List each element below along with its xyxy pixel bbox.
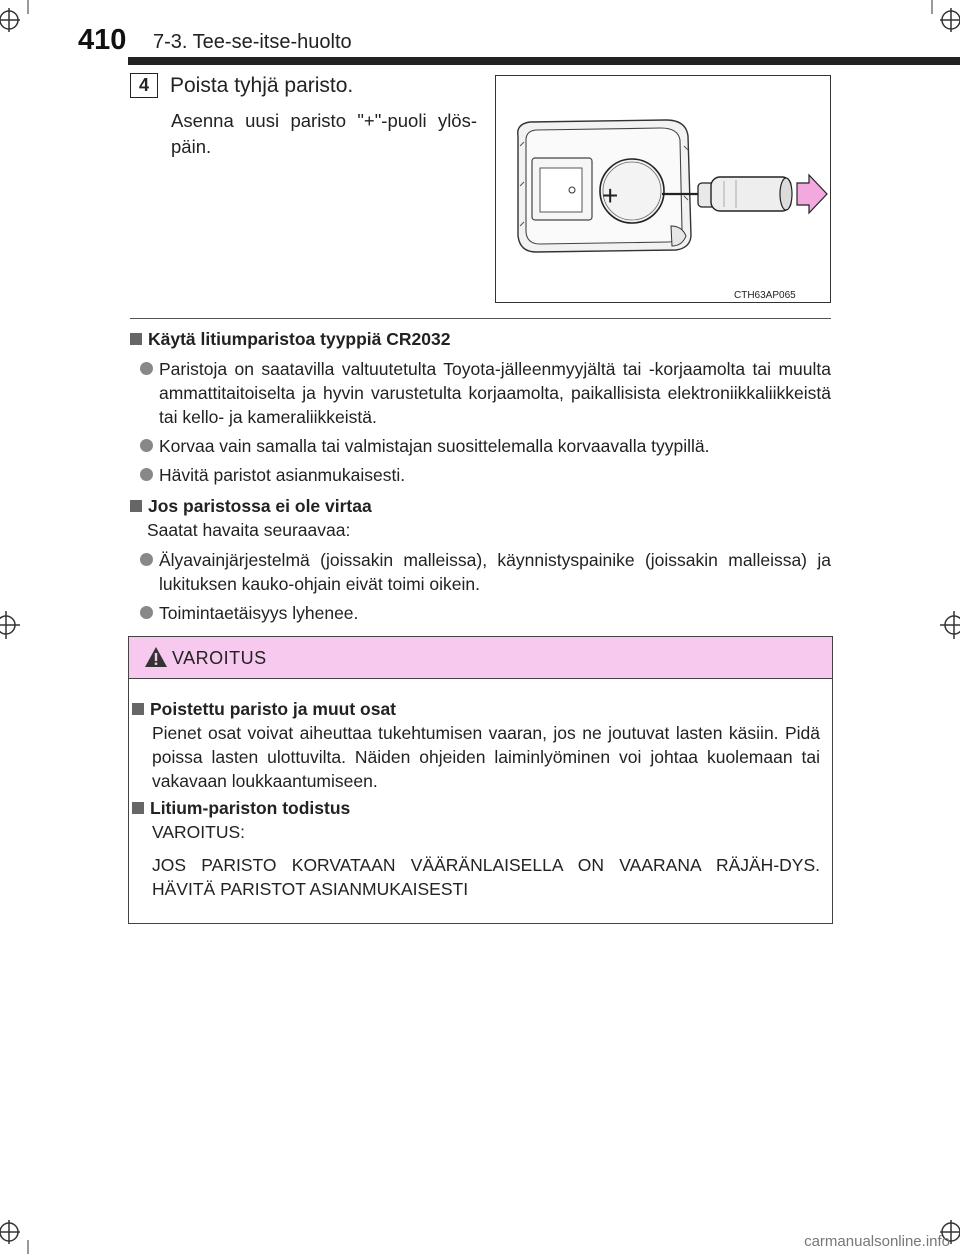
list-item bbox=[130, 548, 831, 596]
section-divider bbox=[130, 318, 831, 319]
page-number: 410 bbox=[78, 24, 127, 56]
bullet-text: Toimintaetäisyys lyhenee. bbox=[159, 603, 359, 623]
round-bullet-icon bbox=[140, 553, 153, 566]
crop-mark-right-middle bbox=[932, 608, 960, 642]
square-bullet-icon bbox=[132, 802, 144, 814]
warning-box bbox=[128, 636, 833, 924]
step-description: Asenna uusi paristo "+"-puoli ylös-päin. bbox=[171, 110, 477, 157]
warning-title: VAROITUS bbox=[172, 648, 267, 668]
crop-mark-left-middle bbox=[0, 608, 28, 642]
warning-paragraph: Pienet osat voivat aiheuttaa tukehtumisen vaaran, jos ne joutuvat lasten käsiin. Pidä poissa lasten ulottuvilta. Näiden ohjeiden laiminlyöminen voi johtaa kuolemaan tai vakavaan loukkaantumiseen. bbox=[152, 723, 820, 791]
battery-type-heading bbox=[130, 327, 450, 351]
bullet-text: Älyavainjärjestelmä (joissakin malleissa), käynnistyspainike (joissakin malleissa) ja lukituksen kauko-ohjain eivät toimi oikein. bbox=[159, 550, 831, 594]
round-bullet-icon bbox=[140, 468, 153, 481]
warning-paragraph: JOS PARISTO KORVATAAN VÄÄRÄNLAISELLA ON VAARANA RÄJÄH-DYS. HÄVITÄ PARISTOT ASIANMUKAISESTI bbox=[152, 855, 820, 899]
header-rule bbox=[128, 57, 960, 65]
warning-header bbox=[129, 637, 832, 679]
warning-paragraph: VAROITUS: bbox=[152, 822, 246, 842]
section-title: 7-3. Tee-se-itse-huolto bbox=[153, 31, 352, 53]
bullet-text: Korvaa vain samalla tai valmistajan suosittelemalla korvaavalla tyypillä. bbox=[159, 436, 710, 456]
step-number-badge: 4 bbox=[130, 73, 158, 98]
step-heading: Poista tyhjä paristo. bbox=[170, 74, 354, 97]
battery-type-heading-text: Käytä litiumparistoa tyyppiä CR2032 bbox=[148, 329, 451, 349]
no-power-intro: Saatat havaita seuraavaa: bbox=[147, 520, 351, 540]
square-bullet-icon bbox=[132, 703, 144, 715]
round-bullet-icon bbox=[140, 606, 153, 619]
warning-heading bbox=[132, 796, 350, 820]
crop-mark-top-left bbox=[0, 0, 36, 36]
crop-mark-bottom-left bbox=[0, 1216, 36, 1254]
no-power-heading bbox=[130, 494, 372, 518]
key-fob-drawing bbox=[496, 76, 829, 301]
warning-triangle-icon bbox=[144, 646, 168, 668]
square-bullet-icon bbox=[130, 500, 142, 512]
list-item bbox=[130, 434, 831, 458]
bullet-text: Paristoja on saatavilla valtuutetulta Toyota-jälleenmyyjältä tai -korjaamolta tai muulta ammattitaitoiselta ja hyvin varustetulta korjaamolta, paikallisista elektroniikkaliikkeistä tai kello- ja kameraliikkeistä. bbox=[159, 359, 831, 427]
pull-direction-arrow bbox=[797, 175, 827, 213]
no-power-heading-text: Jos paristossa ei ole virtaa bbox=[148, 496, 372, 516]
bullet-text: Hävitä paristot asianmukaisesti. bbox=[159, 465, 406, 485]
square-bullet-icon bbox=[130, 333, 142, 345]
list-item bbox=[130, 357, 831, 429]
figure-code: CTH63AP065 bbox=[734, 290, 796, 301]
no-power-section bbox=[130, 494, 831, 634]
battery-plus-label: + bbox=[602, 180, 619, 211]
list-item bbox=[130, 463, 831, 487]
round-bullet-icon bbox=[140, 439, 153, 452]
watermark: carmanualsonline.info bbox=[804, 1233, 950, 1250]
battery-removal-illustration bbox=[495, 75, 831, 303]
list-item bbox=[130, 601, 831, 625]
battery-type-section bbox=[130, 327, 831, 507]
crop-mark-top-right bbox=[924, 0, 960, 36]
warning-heading-text: Litium-pariston todistus bbox=[150, 798, 351, 818]
round-bullet-icon bbox=[140, 362, 153, 375]
warning-heading bbox=[132, 697, 396, 721]
warning-heading-text: Poistettu paristo ja muut osat bbox=[150, 699, 396, 719]
